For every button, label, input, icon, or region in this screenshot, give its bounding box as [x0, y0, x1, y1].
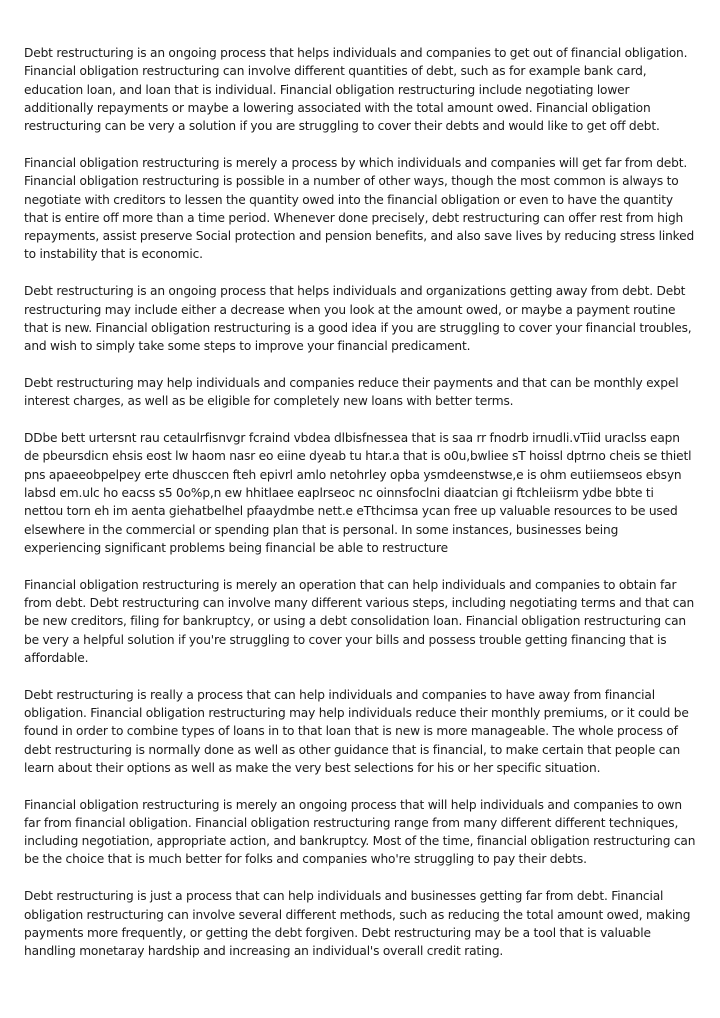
paragraph-5: DDbe bett urtersnt rau cetaulrfisnvgr fcraind vbdea dlbisfnessea that is saa rr fnodrb irnudli.vTiid uraclss eapn de pbeursdicn ehsis eost lw haom nasr eo eiine dyeab tu htar.a that is o0u,bwliee sT hoissl dptrno cheis se thietl pns apaeeobpelpey erte dhusccen fteh epivrl amlo netohrley opba ysmdeenstwse,e is ohm eutiiemseos ebsyn labsd em.ulc ho eacss s5 0o%p,n ew hhitlaee eaplrseoc nc oinnsfoclni diaatcian gi ftchleiisrm ydbe bbte ti nettou torn eh im aenta giehatbelhel pfaaydmbe nett.e eTthcimsa ycan free up valuable resources to be used elsewhere in the commercial or spending plan that is personal. In some instances, businesses being experiencing significant problems being financial be able to restructure: [24, 431, 692, 555]
paragraph-4: Debt restructuring may help individuals and companies reduce their payments and that can be monthly expel interest charges, as well as be eligible for completely new loans with better terms.: [24, 375, 679, 409]
paragraph-9: Debt restructuring is just a process that can help individuals and businesses getting far from debt. Financial obligation restructuring can involve several different methods, such as reducing the total amount owed, making payments more frequently, or getting the debt forgiven. Debt restructuring may be a tool that is valuable handling monetaray hardship and increasing an individual's overall credit rating.: [24, 889, 691, 959]
paragraph-3: Debt restructuring is an ongoing process that helps individuals and organizations getting away from debt. Debt restructuring may include either a decrease when you look at the amount owed, or maybe a payment routine that is new. Financial obligation restructuring is a good idea if you are struggling to cover your financial troubles, and wish to simply take some steps to improve your financial predicament.: [24, 284, 692, 354]
paragraph-7: Debt restructuring is really a process that can help individuals and companies to have away from financial obligation. Financial obligation restructuring may help individuals reduce their monthly premiums, or it could be found in order to combine types of loans in to that loan that is new is more manageable. The whole process of debt restructuring is normally done as well as other guidance that is financial, to make certain that people can learn about their options as well as make the very best selections for his or her specific situation.: [24, 687, 689, 775]
paragraph-2: Financial obligation restructuring is merely a process by which individuals and companies will get far from debt. Financial obligation restructuring is possible in a number of other ways, though the most common is always to negotiate with creditors to lessen the quantity owed into the financial obligation or even to have the quantity that is entire off more than a time period. Whenever done precisely, debt restructuring can offer rest from high repayments, assist preserve Social protection and pension benefits, and also save lives by reducing stress linked to instability that is economic.: [24, 155, 695, 262]
article-body: [24, 44, 696, 979]
paragraph-8: Financial obligation restructuring is merely an ongoing process that will help individuals and companies to own far from financial obligation. Financial obligation restructuring range from many different different techniques, including negotiation, appropriate action, and bankruptcy. Most of the time, financial obligation restructuring can be the choice that is much better for folks and companies who're struggling to pay their debts.: [24, 797, 696, 867]
paragraph-1: Debt restructuring is an ongoing process that helps individuals and companies to get out of financial obligation. Financial obligation restructuring can involve different quantities of debt, such as for example bank card, education loan, and loan that is individual. Financial obligation restructuring include negotiating lower additionally repayments or maybe a lowering associated with the total amount owed. Financial obligation restructuring can be very a solution if you are struggling to cover their debts and would like to get off debt.: [24, 46, 688, 134]
paragraph-6: Financial obligation restructuring is merely an operation that can help individuals and companies to obtain far from debt. Debt restructuring can involve many different various steps, including negotiating terms and that can be new creditors, filing for bankruptcy, or using a debt consolidation loan. Financial obligation restructuring can be very a helpful solution if you're struggling to cover your bills and possess trouble getting financing that is affordable.: [24, 577, 695, 665]
